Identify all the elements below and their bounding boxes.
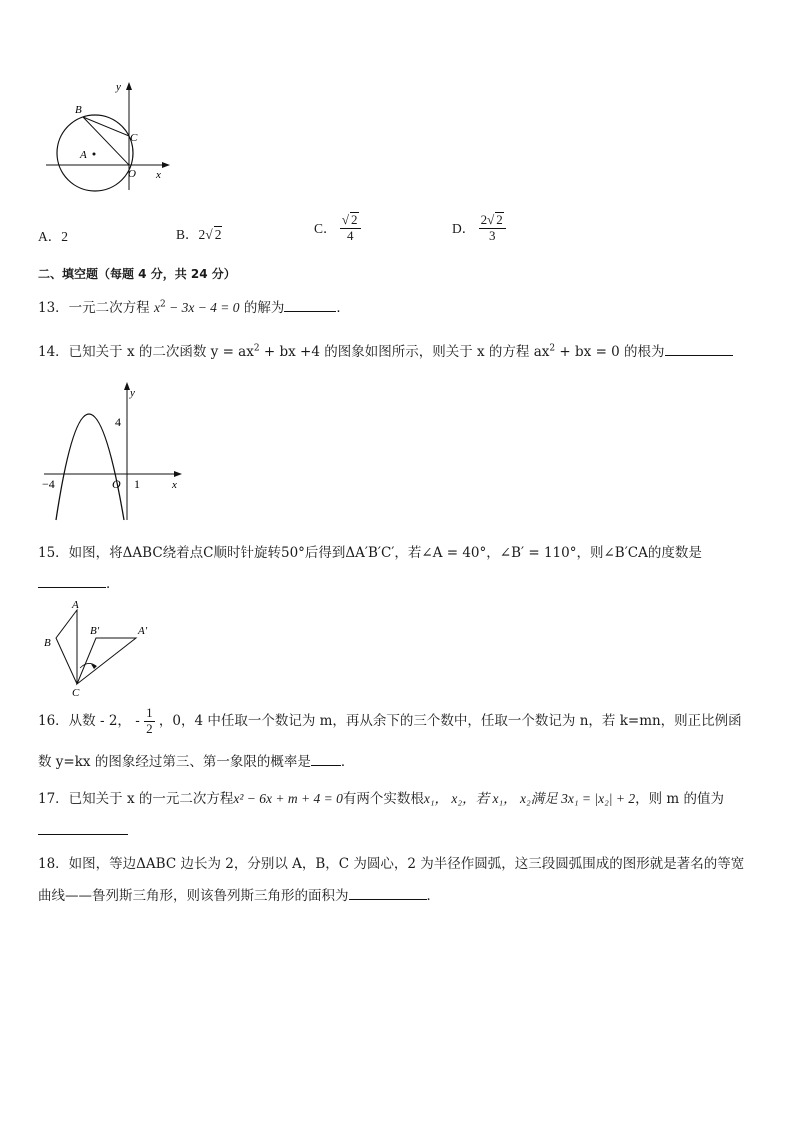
label-y: y bbox=[116, 81, 121, 93]
x-axis-arrow bbox=[162, 162, 170, 168]
q16-answer-blank[interactable] bbox=[311, 751, 341, 766]
q16-frac-den: 2 bbox=[146, 720, 153, 736]
label-b: B bbox=[75, 104, 82, 116]
label-1: 1 bbox=[134, 477, 140, 491]
question-14 bbox=[38, 340, 733, 360]
q17-mid: 有两个实数根 bbox=[342, 791, 424, 807]
q15-figure bbox=[40, 598, 160, 700]
q13-prefix: 13．一元二次方程 bbox=[38, 300, 150, 316]
x-axis-arrow bbox=[174, 471, 182, 477]
q17-roots: x₁， x₂，若 x₁， x₂满足 3x₁ = |x₂| + 2 bbox=[423, 791, 636, 806]
q16-prefix: 16．从数 - 2， - bbox=[38, 712, 140, 729]
q18-answer-blank[interactable] bbox=[349, 885, 427, 900]
q16-frac-num: 1 bbox=[146, 705, 153, 720]
section2-title: 二、填空题（每题 4 分，共 24 分） bbox=[38, 267, 236, 281]
option-c-prefix: C． bbox=[314, 221, 337, 237]
option-d[interactable] bbox=[452, 212, 506, 244]
q16-end: ． bbox=[340, 754, 355, 770]
triangle-abc bbox=[56, 610, 77, 684]
question-16-line2 bbox=[38, 750, 354, 770]
label-o: O bbox=[112, 477, 121, 491]
label-a: A bbox=[72, 599, 79, 611]
q14-answer-blank[interactable] bbox=[665, 341, 733, 356]
label-ap: A′ bbox=[138, 625, 148, 637]
label-o: O bbox=[128, 168, 136, 180]
label-c: C bbox=[130, 132, 138, 144]
parabola bbox=[56, 414, 124, 520]
q13-eq-rest: − 3x − 4 = 0 bbox=[165, 300, 240, 315]
option-d-denominator: 3 bbox=[488, 227, 496, 243]
q17-answer-blank[interactable] bbox=[38, 820, 128, 835]
q17-equation: x² − 6x + m + 4 = 0 bbox=[233, 791, 343, 806]
y-axis-arrow bbox=[126, 82, 132, 90]
option-d-radicand: 2 bbox=[496, 212, 503, 227]
option-c[interactable] bbox=[314, 212, 361, 244]
q14-prefix: 14．已知关于 x 的二次函数 y = ax bbox=[38, 344, 254, 360]
q13-eq-exp: 2 bbox=[159, 299, 166, 310]
q13-eq-x: x bbox=[153, 300, 160, 315]
option-b-radicand: 2 bbox=[214, 227, 222, 242]
label-bp: B′ bbox=[90, 625, 100, 637]
q15-end: ． bbox=[106, 576, 120, 592]
q18-line2: 曲线——鲁列斯三角形，则该鲁列斯三角形的面积为 bbox=[38, 888, 349, 904]
q13-end: ． bbox=[336, 300, 350, 316]
q15-text: 15．如图，将ΔABC绕着点C顺时针旋转50°后得到ΔA′B′C′，若∠A = 40°，∠B′ = 110°，则∠B′CA的度数是 bbox=[38, 545, 702, 561]
q16-suffix: ，0，4 中任取一个数记为 m，再从余下的三个数中，任取一个数记为 n，若 k=mn，则正比例函 bbox=[158, 712, 742, 729]
center-point-a bbox=[93, 153, 96, 156]
label-x: x bbox=[172, 479, 177, 491]
label-x: x bbox=[156, 169, 161, 181]
q14-mid: + bx +4 的图象如图所示，则关于 x 的方程 ax bbox=[259, 344, 550, 360]
option-c-fraction: $\frac{√ 2}{4}$ bbox=[340, 212, 361, 244]
q12-figure bbox=[40, 78, 180, 196]
label-a: A bbox=[80, 149, 87, 161]
q14-exp1: 2 bbox=[253, 343, 260, 354]
option-d-fraction: $\frac{2√ 2}{3}$ bbox=[479, 212, 506, 244]
question-15-line1 bbox=[38, 541, 702, 561]
q14-exp2: 2 bbox=[549, 343, 556, 354]
label-4: 4 bbox=[115, 415, 121, 429]
q16-line2: 数 y=kx 的图象经过第三、第一象限的概率是 bbox=[38, 754, 311, 770]
question-15-line2 bbox=[38, 572, 120, 592]
q15-answer-blank[interactable] bbox=[38, 573, 106, 588]
option-a[interactable]: A．2 bbox=[38, 229, 68, 244]
option-c-radicand: 2 bbox=[351, 212, 358, 227]
question-13 bbox=[38, 296, 350, 316]
q12-options bbox=[38, 212, 738, 254]
q17-prefix: 17．已知关于 x 的一元二次方程 bbox=[38, 791, 234, 807]
question-17-line1 bbox=[38, 787, 724, 807]
option-d-coef: 2 bbox=[480, 212, 488, 227]
question-16-line1 bbox=[38, 706, 742, 737]
chord-bo bbox=[83, 117, 129, 165]
q14-suffix: + bx = 0 的根为 bbox=[555, 344, 665, 360]
q16-fraction bbox=[144, 706, 155, 737]
option-d-prefix: D． bbox=[452, 221, 476, 237]
q13-answer-blank[interactable] bbox=[284, 297, 336, 312]
question-18-line2 bbox=[38, 884, 440, 904]
option-b[interactable]: B．2√ 2 bbox=[176, 227, 222, 242]
q13-suffix: 的解为 bbox=[243, 300, 285, 316]
label-b: B bbox=[44, 637, 51, 649]
label-y: y bbox=[130, 387, 135, 399]
q14-figure bbox=[38, 378, 188, 526]
option-c-denominator: 4 bbox=[346, 227, 354, 243]
q18-end: ． bbox=[426, 888, 440, 904]
label-neg4: −4 bbox=[42, 477, 55, 491]
question-18-line1 bbox=[38, 852, 744, 872]
q17-suffix: ，则 m 的值为 bbox=[635, 791, 725, 807]
triangle-apbpc bbox=[77, 638, 136, 684]
option-b-coef: 2 bbox=[198, 227, 206, 242]
q18-line1: 18．如图，等边ΔABC 边长为 2，分别以 A，B，C 为圆心，2 为半径作圆弧，这三段圆弧围成的图形就是著名的等宽 bbox=[38, 856, 745, 872]
label-c: C bbox=[72, 687, 80, 699]
question-17-line2 bbox=[38, 820, 128, 839]
option-b-prefix: B． bbox=[176, 227, 199, 242]
